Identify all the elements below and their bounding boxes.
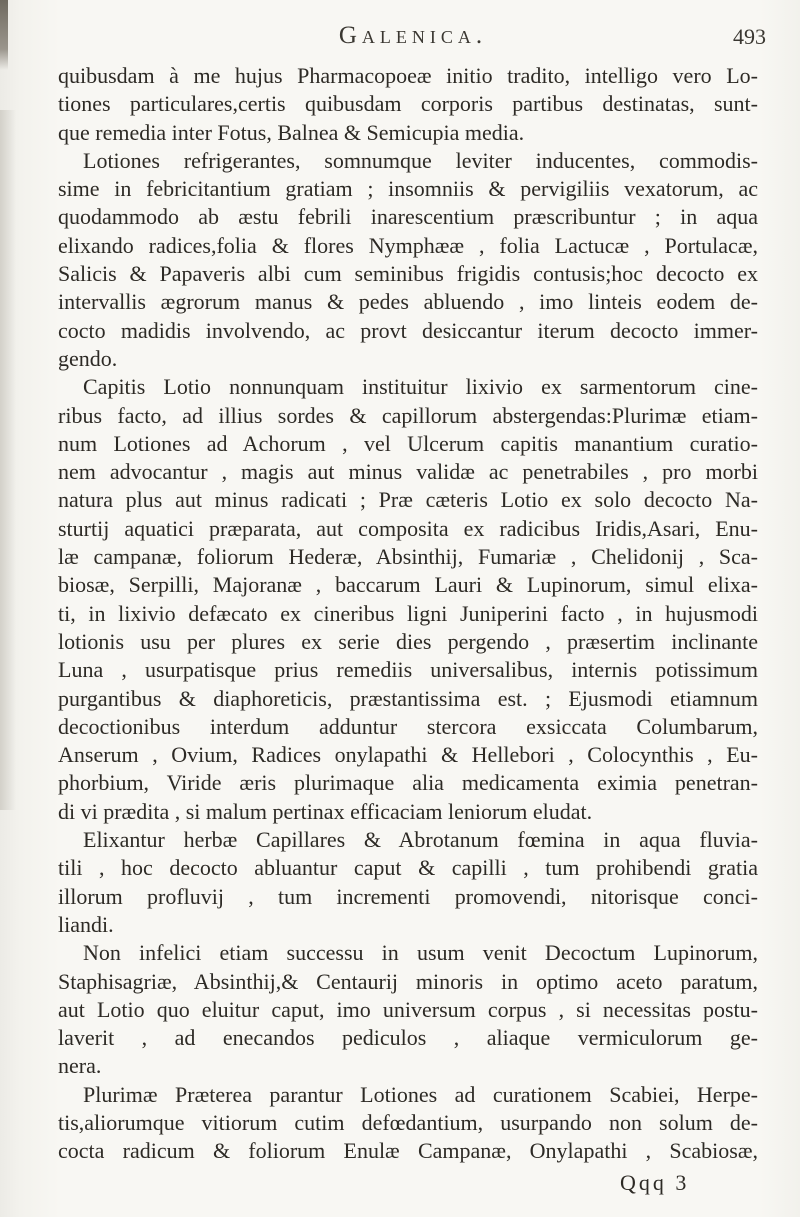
text-line: illorum profluvij , tum incrementi promovendi, nitorisque conci- xyxy=(58,883,758,909)
text-line: sime in febricitantium gratiam ; insomniis & pervigiliis vexatorum, ac xyxy=(58,176,758,202)
page-header xyxy=(60,22,766,54)
text-line: biosæ, Serpilli, Majoranæ , baccarum Lauri & Lupinorum, simul elixa- xyxy=(58,572,758,598)
text-line: elixando radices,folia & flores Nymphææ , folia Lactucæ , Portulacæ, xyxy=(58,232,758,258)
text-line: laverit , ad enecandos pediculos , aliaque vermiculorum ge- xyxy=(58,1025,758,1051)
text-line: cocto madidis involvendo, ac provt desiccantur iterum decocto immer- xyxy=(58,317,758,343)
text-line: quibusdam à me hujus Pharmacopoeæ initio tradito, intelligo vero Lo- xyxy=(58,63,758,88)
text-line: Capitis Lotio nonnunquam instituitur lixivio ex sarmentorum cine- xyxy=(83,374,758,400)
running-head: Galenica. xyxy=(338,22,488,49)
text-line: tiones particulares,certis quibusdam corporis partibus destinatas, sunt- xyxy=(58,91,758,117)
text-line: læ campanæ, foliorum Hederæ, Absinthij, Fumariæ , Chelidonij , Sca- xyxy=(58,544,758,570)
text-line: phorbium, Viride æris plurimaque alia medicamenta eximia penetran- xyxy=(58,770,758,796)
text-line: cocta radicum & foliorum Enulæ Campanæ, Onylapathi , Scabiosæ, xyxy=(58,1138,758,1164)
text-line: tis,aliorumque vitiorum cutim defœdantium, usurpando non solum de- xyxy=(58,1109,758,1135)
text-line: intervallis ægrorum manus & pedes abluendo , imo linteis eodem de- xyxy=(58,289,758,315)
text-line: Anserum , Ovium, Radices onylapathi & Hellebori , Colocynthis , Eu- xyxy=(58,742,758,768)
text-line: Staphisagriæ, Absinthij,& Centaurij minoris in optimo aceto paratum, xyxy=(58,968,758,994)
text-line: num Lotiones ad Achorum , vel Ulcerum capitis manantium curatio- xyxy=(58,430,758,456)
text-line: liandi. xyxy=(58,911,114,937)
text-line: lotionis usu per plures ex serie dies pergendo , præsertim inclinante xyxy=(58,628,758,654)
text-line: Non infelici etiam successu in usum venit Decoctum Lupinorum, xyxy=(83,940,758,966)
text-line: que remedia inter Fotus, Balnea & Semicupia media. xyxy=(58,119,525,145)
text-line: decoctionibus interdum adduntur stercora exsiccata Columbarum, xyxy=(58,713,758,739)
text-line: Salicis & Papaveris albi cum seminibus frigidis contusis;hoc decocto ex xyxy=(58,261,758,287)
signature-mark: Qqq 3 xyxy=(620,1170,690,1195)
page-number: 493 xyxy=(733,24,766,49)
text-line: natura plus aut minus radicati ; Præ cæteris Lotio ex solo decocto Na- xyxy=(58,487,758,513)
text-line: Plurimæ Præterea parantur Lotiones ad curationem Scabiei, Herpe- xyxy=(83,1081,758,1107)
text-line: sturtij aquatici præparata, aut composita ex radicibus Iridis,Asari, Enu- xyxy=(58,515,758,541)
text-line: aut Lotio quo eluitur caput, imo universum corpus , si necessitas postu- xyxy=(58,996,758,1022)
text-line: Elixantur herbæ Capillares & Abrotanum fœmina in aqua fluvia- xyxy=(83,827,758,853)
text-line: nem advocantur , magis aut minus validæ ac penetrabiles , pro morbi xyxy=(58,459,758,485)
text-line: di vi prædita , si malum pertinax efficaciam leniorum eludat. xyxy=(58,798,593,824)
text-line: gendo. xyxy=(58,345,118,371)
text-line: Luna , usurpatisque prius remediis universalibus, internis potissimum xyxy=(58,657,758,683)
text-line: ribus facto, ad illius sordes & capillorum abstergendas:Plurimæ etiam- xyxy=(58,402,758,428)
text-line: nera. xyxy=(58,1053,102,1079)
text-line: tili , hoc decocto abluantur caput & capilli , tum prohibendi gratia xyxy=(58,855,758,881)
body-text xyxy=(58,62,758,1166)
text-line: quodammodo ab æstu febrili inarescentium præscribuntur ; in aqua xyxy=(58,204,758,230)
text-line: purgantibus & diaphoreticis, præstantissima est. ; Ejusmodi etiamnum xyxy=(58,685,758,711)
text-line: ti, in lixivio defæcato ex cineribus ligni Juniperini facto , in hujusmodi xyxy=(58,600,758,626)
text-line: Lotiones refrigerantes, somnumque leviter inducentes, commodis- xyxy=(83,147,758,173)
page-edge-shadow xyxy=(0,110,16,810)
page-edge-mark xyxy=(0,0,8,70)
